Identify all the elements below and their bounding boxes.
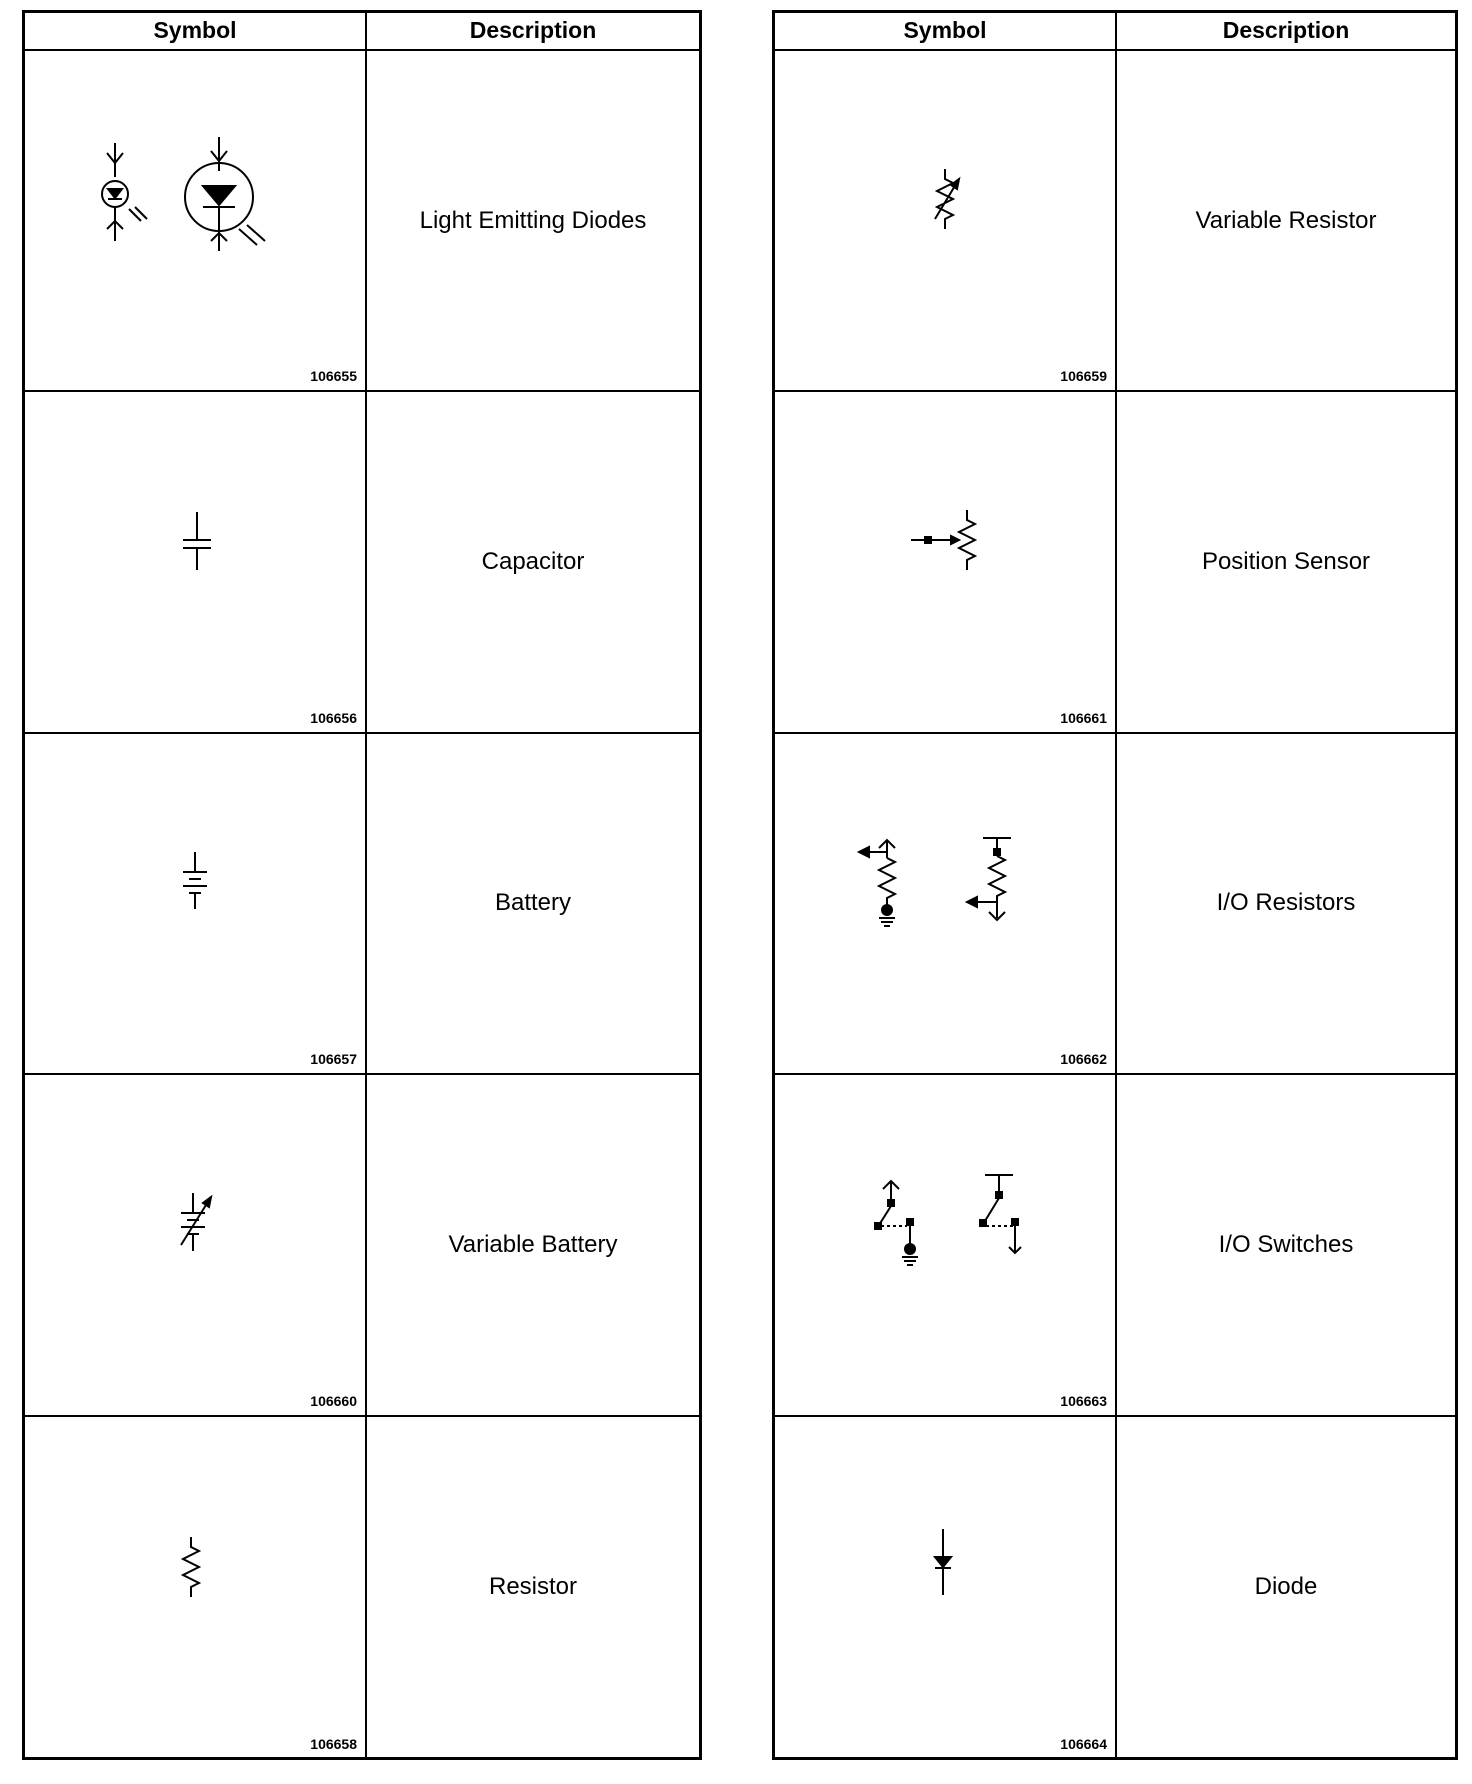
symbol-cell bbox=[775, 392, 1117, 731]
position-sensor-icon bbox=[775, 392, 1115, 722]
left-symbol-table bbox=[22, 10, 702, 1760]
figure-code: 106658 bbox=[310, 1735, 357, 1752]
symbol-cell bbox=[775, 51, 1117, 390]
symbol-cell bbox=[25, 392, 367, 731]
symbol-cell bbox=[775, 1075, 1117, 1414]
symbol-column-header: Symbol bbox=[775, 13, 1117, 49]
diode-icon bbox=[775, 1417, 1115, 1747]
symbol-cell bbox=[25, 51, 367, 390]
table-row bbox=[25, 734, 699, 1075]
figure-code: 106656 bbox=[310, 709, 357, 726]
description-cell: Capacitor bbox=[481, 548, 585, 576]
table-row bbox=[775, 1075, 1455, 1416]
table-row bbox=[25, 51, 699, 392]
led-icon bbox=[25, 51, 365, 381]
description-cell: Variable Resistor bbox=[1195, 206, 1377, 234]
figure-code: 106664 bbox=[1060, 1735, 1107, 1752]
description-column-header: Description bbox=[1222, 17, 1350, 43]
battery-icon bbox=[25, 734, 365, 1064]
symbol-cell bbox=[775, 1417, 1117, 1758]
table-row bbox=[775, 1417, 1455, 1758]
figure-code: 106659 bbox=[1060, 368, 1107, 385]
symbol-cell bbox=[25, 1417, 367, 1758]
symbol-cell bbox=[25, 734, 367, 1073]
figure-code: 106657 bbox=[310, 1051, 357, 1068]
description-cell: Resistor bbox=[488, 1573, 578, 1601]
description-cell: Light Emitting Diodes bbox=[419, 206, 647, 234]
table-header bbox=[25, 13, 699, 51]
figure-code: 106663 bbox=[1060, 1392, 1107, 1409]
description-cell: I/O Resistors bbox=[1216, 889, 1356, 917]
figure-code: 106660 bbox=[310, 1392, 357, 1409]
table-row bbox=[775, 392, 1455, 733]
symbol-column-header: Symbol bbox=[25, 13, 367, 49]
io-switches-icon bbox=[775, 1075, 1115, 1405]
description-cell: Position Sensor bbox=[1201, 548, 1371, 576]
resistor-icon bbox=[25, 1417, 365, 1747]
variable-resistor-icon bbox=[775, 51, 1115, 381]
table-row bbox=[775, 734, 1455, 1075]
description-cell: Battery bbox=[494, 889, 572, 917]
symbol-cell bbox=[775, 734, 1117, 1073]
table-header bbox=[775, 13, 1455, 51]
variable-battery-icon bbox=[25, 1075, 365, 1405]
table-row bbox=[25, 1417, 699, 1758]
symbol-cell bbox=[25, 1075, 367, 1414]
io-resistors-icon bbox=[775, 734, 1115, 1064]
description-cell: I/O Switches bbox=[1218, 1230, 1354, 1258]
description-cell: Diode bbox=[1254, 1573, 1318, 1601]
figure-code: 106662 bbox=[1060, 1051, 1107, 1068]
capacitor-icon bbox=[25, 392, 365, 722]
description-cell: Variable Battery bbox=[448, 1230, 618, 1258]
figure-code: 106655 bbox=[310, 368, 357, 385]
table-row bbox=[25, 1075, 699, 1416]
figure-code: 106661 bbox=[1060, 709, 1107, 726]
description-column-header: Description bbox=[469, 17, 597, 43]
table-row bbox=[25, 392, 699, 733]
table-row bbox=[775, 51, 1455, 392]
right-symbol-table bbox=[772, 10, 1458, 1760]
